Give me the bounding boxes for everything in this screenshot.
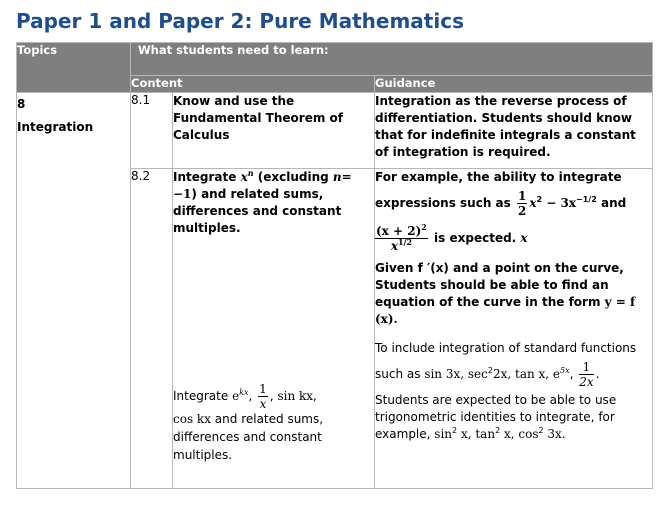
guidance-example-lead: For example, the ability to integrate bbox=[375, 170, 622, 184]
fraction-one-over-x: $\frac{1}{x}$ bbox=[259, 382, 267, 411]
guidance-given-f-prime: Given f ′(x) and a point on the curve, Students should be able to find an equation of the curve in the form y = f (x). bbox=[375, 261, 636, 326]
guidance-standard-functions-list: such as sin 3x, $\sec^22x$, tan x, $e^{5x}$, $\frac{1}{2x}$ . bbox=[375, 360, 600, 389]
guidance-example-expression: expressions such as $\frac{1}{2}$ $x^2 - 3x^{-1/2}$ and bbox=[375, 189, 627, 218]
topic-name: Integration bbox=[17, 120, 94, 134]
header-content: Content bbox=[131, 76, 375, 93]
guidance-cell bbox=[375, 169, 653, 489]
content-cell bbox=[173, 169, 375, 489]
page-title: Paper 1 and Paper 2: Pure Mathematics bbox=[16, 9, 464, 33]
row-number: 8.1 bbox=[131, 93, 173, 169]
content-text: Know and use the Fundamental Theorem of Calculus bbox=[173, 94, 343, 142]
guidance-cell bbox=[375, 93, 653, 169]
specification-table bbox=[16, 42, 653, 489]
topic-cell bbox=[17, 93, 131, 489]
content-integrate-ekx: Integrate $e^{kx}$, $\frac{1}{x}$ , sin kx, bbox=[173, 382, 317, 411]
header-what-students-learn: What students need to learn: bbox=[131, 43, 653, 76]
guidance-trig-identities: Students are expected to be able to use trigonometric identities to integrate, for example, $\sin^2 x$, $\tan^2 x$, $\cos^2 3x$. bbox=[375, 393, 617, 441]
row-number: 8.2 bbox=[131, 169, 173, 489]
content-cos-line: cos kx and related sums, differences and constant multiples. bbox=[173, 412, 324, 462]
guidance-text: Integration as the reverse process of differentiation. Students should know that for indefinite integrals a constant of integration is required. bbox=[375, 94, 636, 159]
content-cell bbox=[173, 93, 375, 169]
content-integrate-xn: Integrate $x^n$ (excluding n= −1) and related sums, differences and constant multiples. bbox=[173, 168, 352, 235]
header-topics: Topics bbox=[17, 43, 131, 93]
topic-number: 8 bbox=[17, 97, 26, 111]
guidance-example-fraction: $\frac{(x + 2)^2}{x^{1/2}}$ is expected. x bbox=[376, 222, 528, 253]
guidance-standard-functions: To include integration of standard functions bbox=[375, 341, 637, 355]
header-guidance: Guidance bbox=[375, 76, 653, 93]
